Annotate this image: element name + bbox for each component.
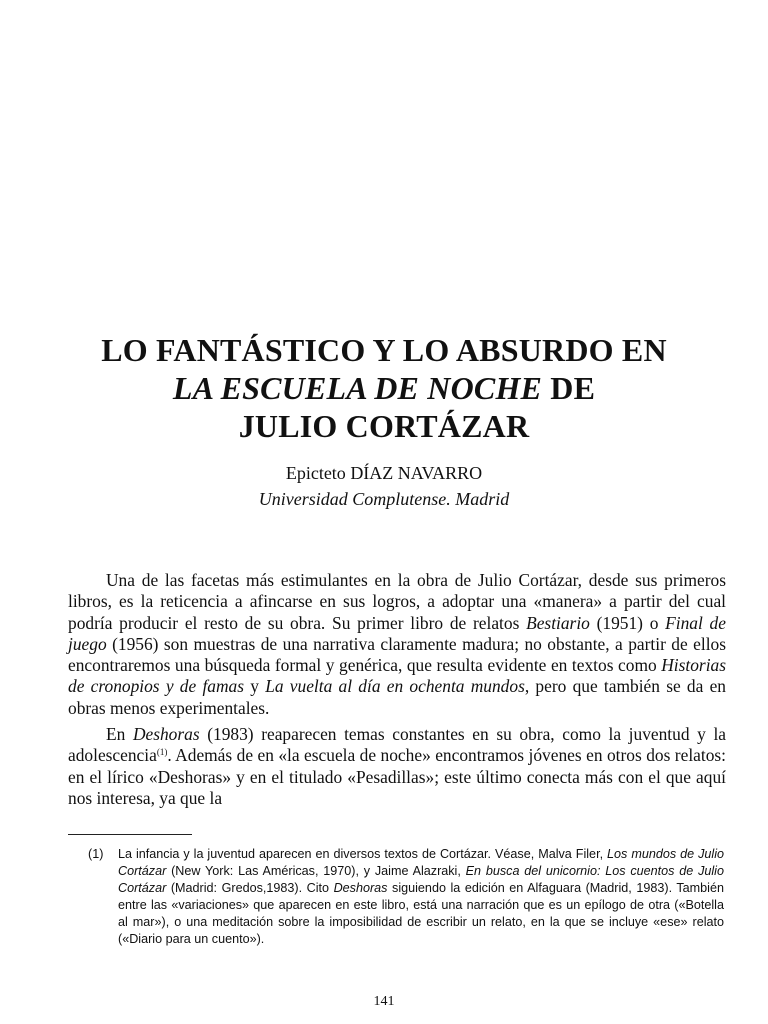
- footnote-1: [88, 846, 724, 948]
- body-text: [68, 570, 726, 809]
- footnote-reference: (1): [156, 747, 168, 758]
- paragraph-2: [68, 724, 726, 809]
- text-run: . Además de en «la escuela de noche» encontramos jóvenes en otros dos relatos: en el lírico «Deshoras» y en el titulado «Pesadillas»; este último conecta más con el que aquí nos interesa, ya que la: [68, 745, 726, 808]
- author-surname: DÍAZ NAVARRO: [350, 463, 483, 483]
- text-run: , pero que también se da en obras menos experimentales.: [68, 676, 727, 718]
- title-line-2: [60, 369, 708, 407]
- text-run: (1956) son muestras de una narrativa claramente madura; no obstante, a partir de ellos encontraremos una búsqueda formal y genérica, que resulta evidente en textos como: [68, 633, 726, 676]
- italic-text: Los mundos de Julio Cortázar: [118, 847, 725, 878]
- text-run: Una de las facetas más estimulantes en la obra de Julio Cortázar, desde sus primeros libros, es la reticencia a afincarse en sus logros, a adoptar una «manera» a partir del cual podría producir el resto de su obra. Su primer libro de relatos: [68, 570, 726, 633]
- italic-text: En busca del unicornio: Los cuentos de Julio Cortázar: [118, 864, 724, 895]
- text-run: En: [106, 724, 133, 745]
- footnote-marker: (1): [88, 847, 104, 861]
- italic-text: Bestiario: [526, 612, 590, 633]
- italic-text: La vuelta al día en ochenta mundos: [265, 676, 525, 697]
- italic-text: Deshoras: [132, 724, 200, 745]
- author-given-name: Epicteto: [285, 463, 351, 483]
- title-line-2-rest: DE: [542, 370, 596, 407]
- italic-text: Deshoras: [333, 881, 388, 895]
- text-run: La infancia y la juventud aparecen en diversos textos de Cortázar. Véase, Malva Filer,: [118, 847, 608, 861]
- text-run: (1983) reaparecen temas constantes en su obra, como la juventud y la adolescencia: [68, 724, 726, 766]
- page-number: 141: [373, 994, 395, 1009]
- text-run: (New York: Las Américas, 1970), y Jaime Alazraki,: [166, 864, 466, 878]
- article-title: [60, 331, 708, 445]
- italic-text: Historias de cronopios y de famas: [68, 655, 726, 697]
- title-book-name: LA ESCUELA DE NOCHE: [172, 370, 543, 407]
- author-block: [60, 460, 708, 512]
- author-name: [60, 460, 708, 486]
- title-line-3: JULIO CORTÁZAR: [238, 408, 530, 445]
- text-run: y: [244, 676, 266, 697]
- paragraph-1: [68, 570, 726, 719]
- footnote-text: [118, 846, 724, 948]
- author-affiliation: Universidad Complutense. Madrid: [258, 489, 510, 509]
- text-run: siguiendo la edición en Alfaguara (Madrid, 1983). También entre las «variaciones» que aparecen en este libro, está una narración que es un epílogo de otra («Botella al mar»), o una meditación sobre la imposibilidad de escribir un relato, en la que se incluye «ese» relato («Diario para un cuento»).: [118, 881, 724, 946]
- title-line-1: LO FANTÁSTICO Y LO ABSURDO EN: [101, 332, 667, 369]
- footnote-separator: [68, 834, 192, 835]
- text-run: (Madrid: Gredos,1983). Cito: [166, 881, 334, 895]
- text-run: (1951) o: [589, 612, 666, 633]
- italic-text: Final de juego: [68, 612, 726, 654]
